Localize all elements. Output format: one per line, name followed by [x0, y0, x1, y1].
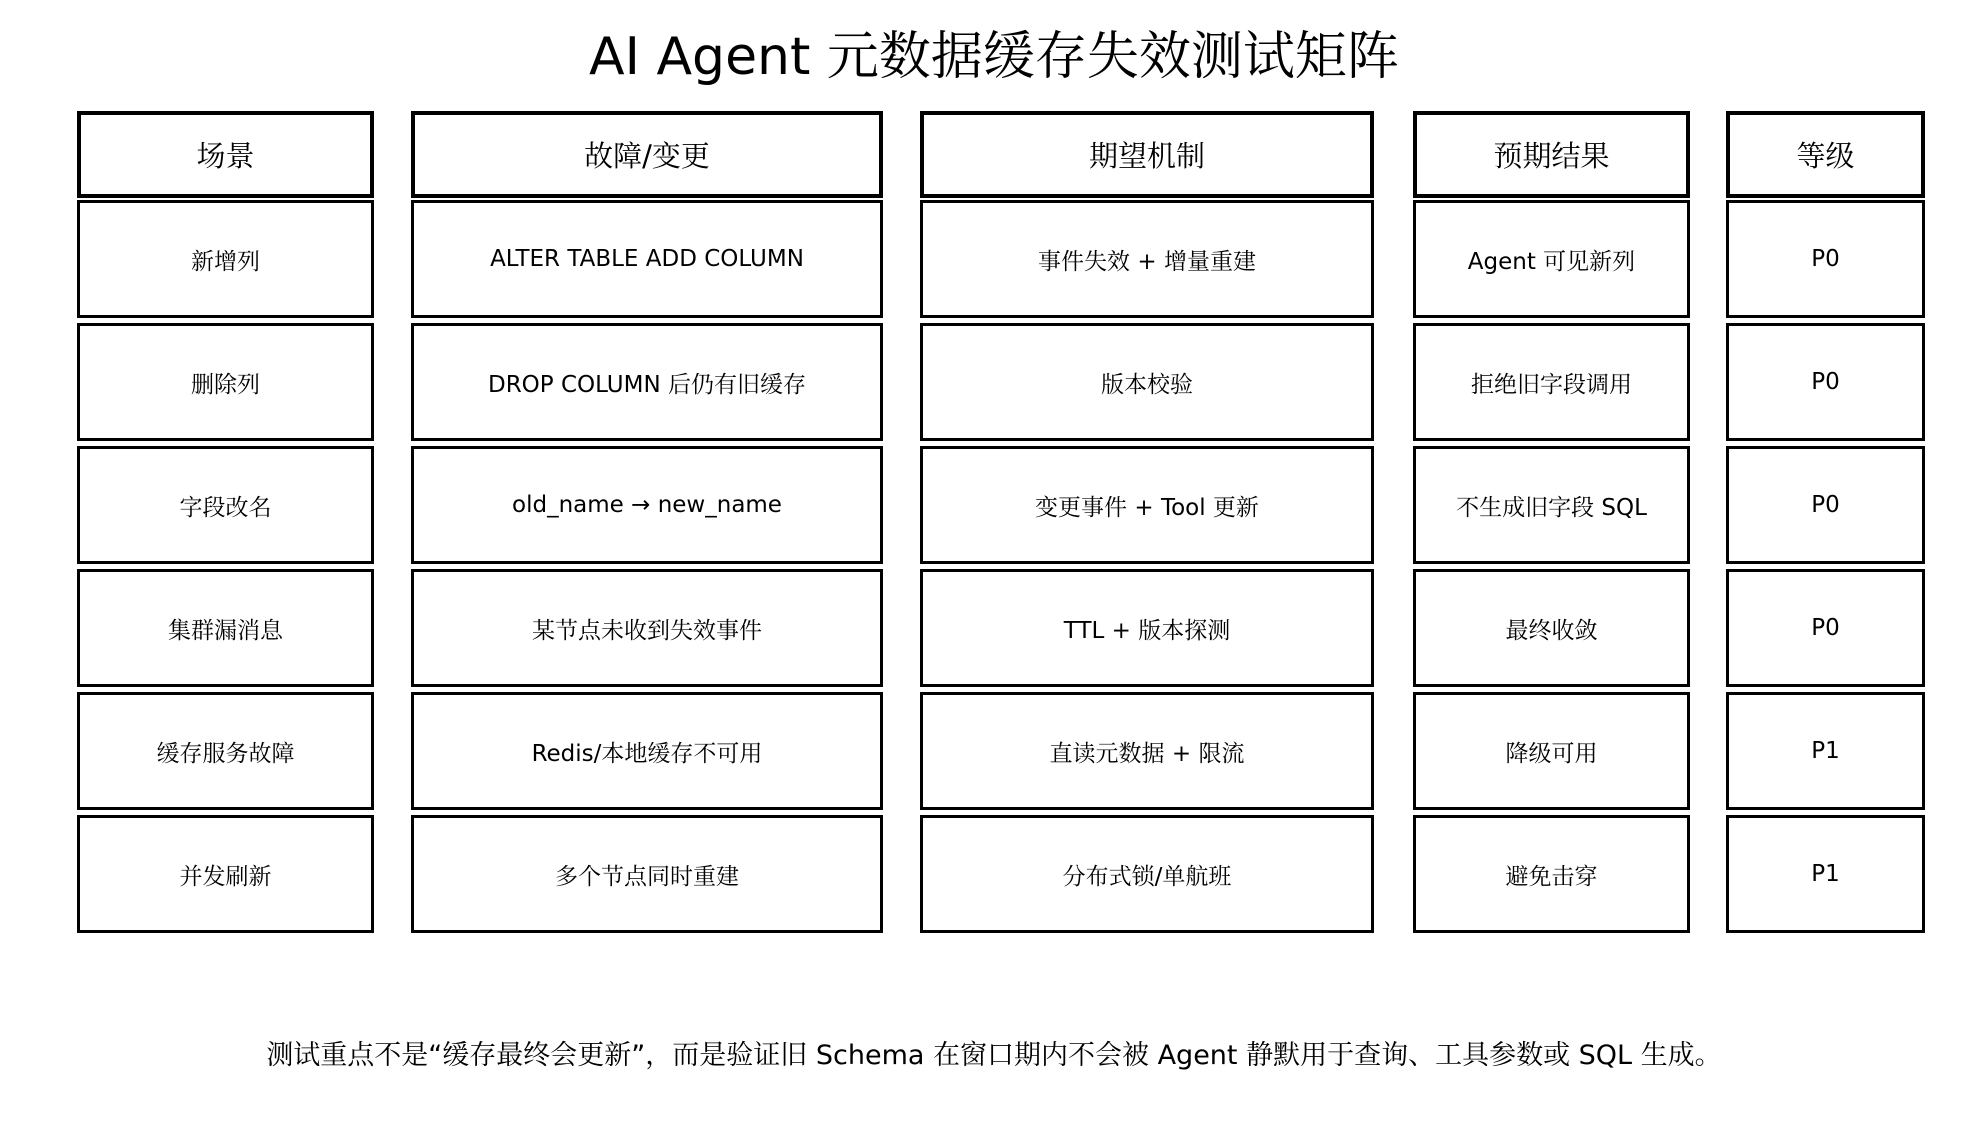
- cell-scenario: 字段改名: [77, 446, 374, 564]
- column-header-priority: 等级: [1726, 111, 1925, 198]
- cell-priority: P1: [1726, 692, 1925, 810]
- cell-priority: P0: [1726, 569, 1925, 687]
- column-header-expected-result: 预期结果: [1413, 111, 1690, 198]
- cell-expected-mechanism: 分布式锁/单航班: [920, 815, 1374, 933]
- cell-expected-result: 不生成旧字段 SQL: [1413, 446, 1690, 564]
- cell-expected-mechanism: TTL + 版本探测: [920, 569, 1374, 687]
- cell-priority: P0: [1726, 200, 1925, 318]
- cell-fault-change: 某节点未收到失效事件: [411, 569, 883, 687]
- cell-priority: P0: [1726, 323, 1925, 441]
- cell-expected-result: Agent 可见新列: [1413, 200, 1690, 318]
- cell-expected-mechanism: 直读元数据 + 限流: [920, 692, 1374, 810]
- cell-expected-mechanism: 变更事件 + Tool 更新: [920, 446, 1374, 564]
- cell-priority: P1: [1726, 815, 1925, 933]
- cell-fault-change: 多个节点同时重建: [411, 815, 883, 933]
- cell-expected-result: 降级可用: [1413, 692, 1690, 810]
- cell-scenario: 集群漏消息: [77, 569, 374, 687]
- column-header-scenario: 场景: [77, 111, 374, 198]
- cell-scenario: 新增列: [77, 200, 374, 318]
- cell-scenario: 删除列: [77, 323, 374, 441]
- cell-scenario: 并发刷新: [77, 815, 374, 933]
- column-header-fault-change: 故障/变更: [411, 111, 883, 198]
- cell-scenario: 缓存服务故障: [77, 692, 374, 810]
- matrix-title: AI Agent 元数据缓存失效测试矩阵: [589, 27, 1399, 87]
- cell-fault-change: Redis/本地缓存不可用: [411, 692, 883, 810]
- cell-expected-result: 避免击穿: [1413, 815, 1690, 933]
- footnote: 测试重点不是“缓存最终会更新”，而是验证旧 Schema 在窗口期内不会被 Agent 静默用于查询、工具参数或 SQL 生成。: [266, 1040, 1722, 1071]
- cell-expected-result: 拒绝旧字段调用: [1413, 323, 1690, 441]
- cell-expected-mechanism: 事件失效 + 增量重建: [920, 200, 1374, 318]
- cell-expected-result: 最终收敛: [1413, 569, 1690, 687]
- cell-expected-mechanism: 版本校验: [920, 323, 1374, 441]
- cell-fault-change: old_name → new_name: [411, 446, 883, 564]
- cell-fault-change: ALTER TABLE ADD COLUMN: [411, 200, 883, 318]
- column-header-expected-mechanism: 期望机制: [920, 111, 1374, 198]
- cell-fault-change: DROP COLUMN 后仍有旧缓存: [411, 323, 883, 441]
- cell-priority: P0: [1726, 446, 1925, 564]
